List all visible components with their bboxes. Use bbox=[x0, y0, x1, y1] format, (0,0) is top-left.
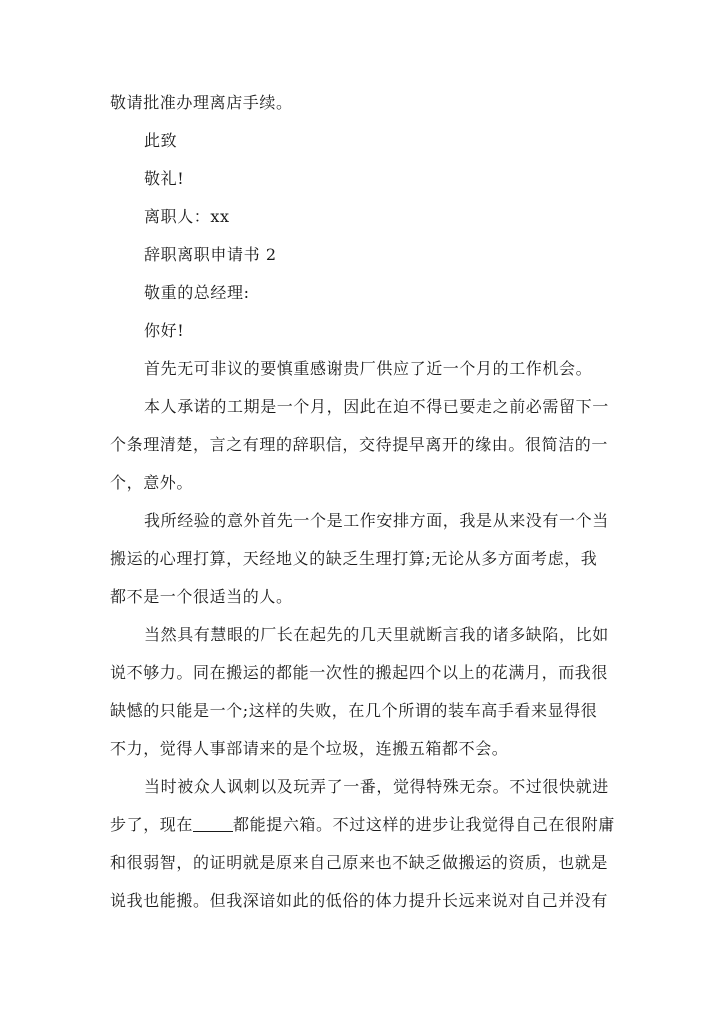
paragraph-3-row-2: 说不够力。同在搬运的都能一次性的搬起四个以上的花满月，而我很 bbox=[110, 663, 609, 682]
document-body bbox=[110, 84, 615, 920]
closing-request-line: 敬请批准办理离店手续。 bbox=[110, 93, 293, 112]
paragraph-4-row-2 bbox=[110, 806, 615, 844]
greeting-line: 你好! bbox=[144, 321, 185, 340]
paragraph-2 bbox=[110, 502, 610, 616]
paragraph-1 bbox=[110, 388, 610, 502]
addressee-line: 敬重的总经理: bbox=[144, 283, 250, 302]
paragraph-4-row-2-end: 都能提六箱。不过这样的进步让我觉得自己在很附庸 bbox=[233, 815, 615, 834]
paragraph-3-row-1: 当然具有慧眼的厂长在起先的几天里就断言我的诸多缺陷，比如 bbox=[144, 625, 609, 644]
paragraph-4-row-3: 和很弱智，的证明就是原来自己原来也不缺乏做搬运的资质，也就是 bbox=[110, 853, 609, 872]
paragraph-4-row-1: 当时被众人讽刺以及玩弄了一番，觉得特殊无奈。不过很快就进 bbox=[144, 777, 609, 796]
paragraph-1-row-1: 本人承诺的工期是一个月，因此在迫不得已要走之前必需留下一 bbox=[144, 397, 609, 416]
paragraph-3 bbox=[110, 616, 610, 768]
paragraph-1-row-3: 个，意外。 bbox=[110, 473, 194, 492]
paragraph-4-row-2-start: 步了，现在 bbox=[110, 815, 194, 834]
paragraph-4-row-4: 说我也能搬。但我深谙如此的低俗的体力提升长远来说对自己并没有 bbox=[110, 891, 609, 910]
paragraph-2-row-2: 搬运的心理打算，天经地义的缺乏生理打算;无论从多方面考虑，我 bbox=[110, 549, 598, 568]
signature-line: 离职人：xx bbox=[144, 207, 230, 226]
paragraph-3-row-3: 缺憾的只能是一个;这样的失败，在几个所谓的装车高手看来显得很 bbox=[110, 701, 598, 720]
paragraph-2-row-3: 都不是一个很适当的人。 bbox=[110, 587, 293, 606]
section-heading: 辞职离职申请书 2 bbox=[144, 245, 277, 264]
thanks-line: 首先无可非议的要慎重感谢贵厂供应了近一个月的工作机会。 bbox=[144, 359, 593, 378]
salutation-jingli: 敬礼! bbox=[144, 169, 185, 188]
paragraph-1-row-2: 个条理清楚，言之有理的辞职信，交待提早离开的缘由。很简洁的一 bbox=[110, 435, 609, 454]
fill-in-blank bbox=[193, 815, 233, 832]
paragraph-3-row-4: 不力，觉得人事部请来的是个垃圾，连搬五箱都不会。 bbox=[110, 739, 509, 758]
paragraph-2-row-1: 我所经验的意外首先一个是工作安排方面，我是从来没有一个当 bbox=[144, 511, 609, 530]
paragraph-4 bbox=[110, 768, 615, 920]
salutation-cizhi: 此致 bbox=[144, 131, 178, 150]
